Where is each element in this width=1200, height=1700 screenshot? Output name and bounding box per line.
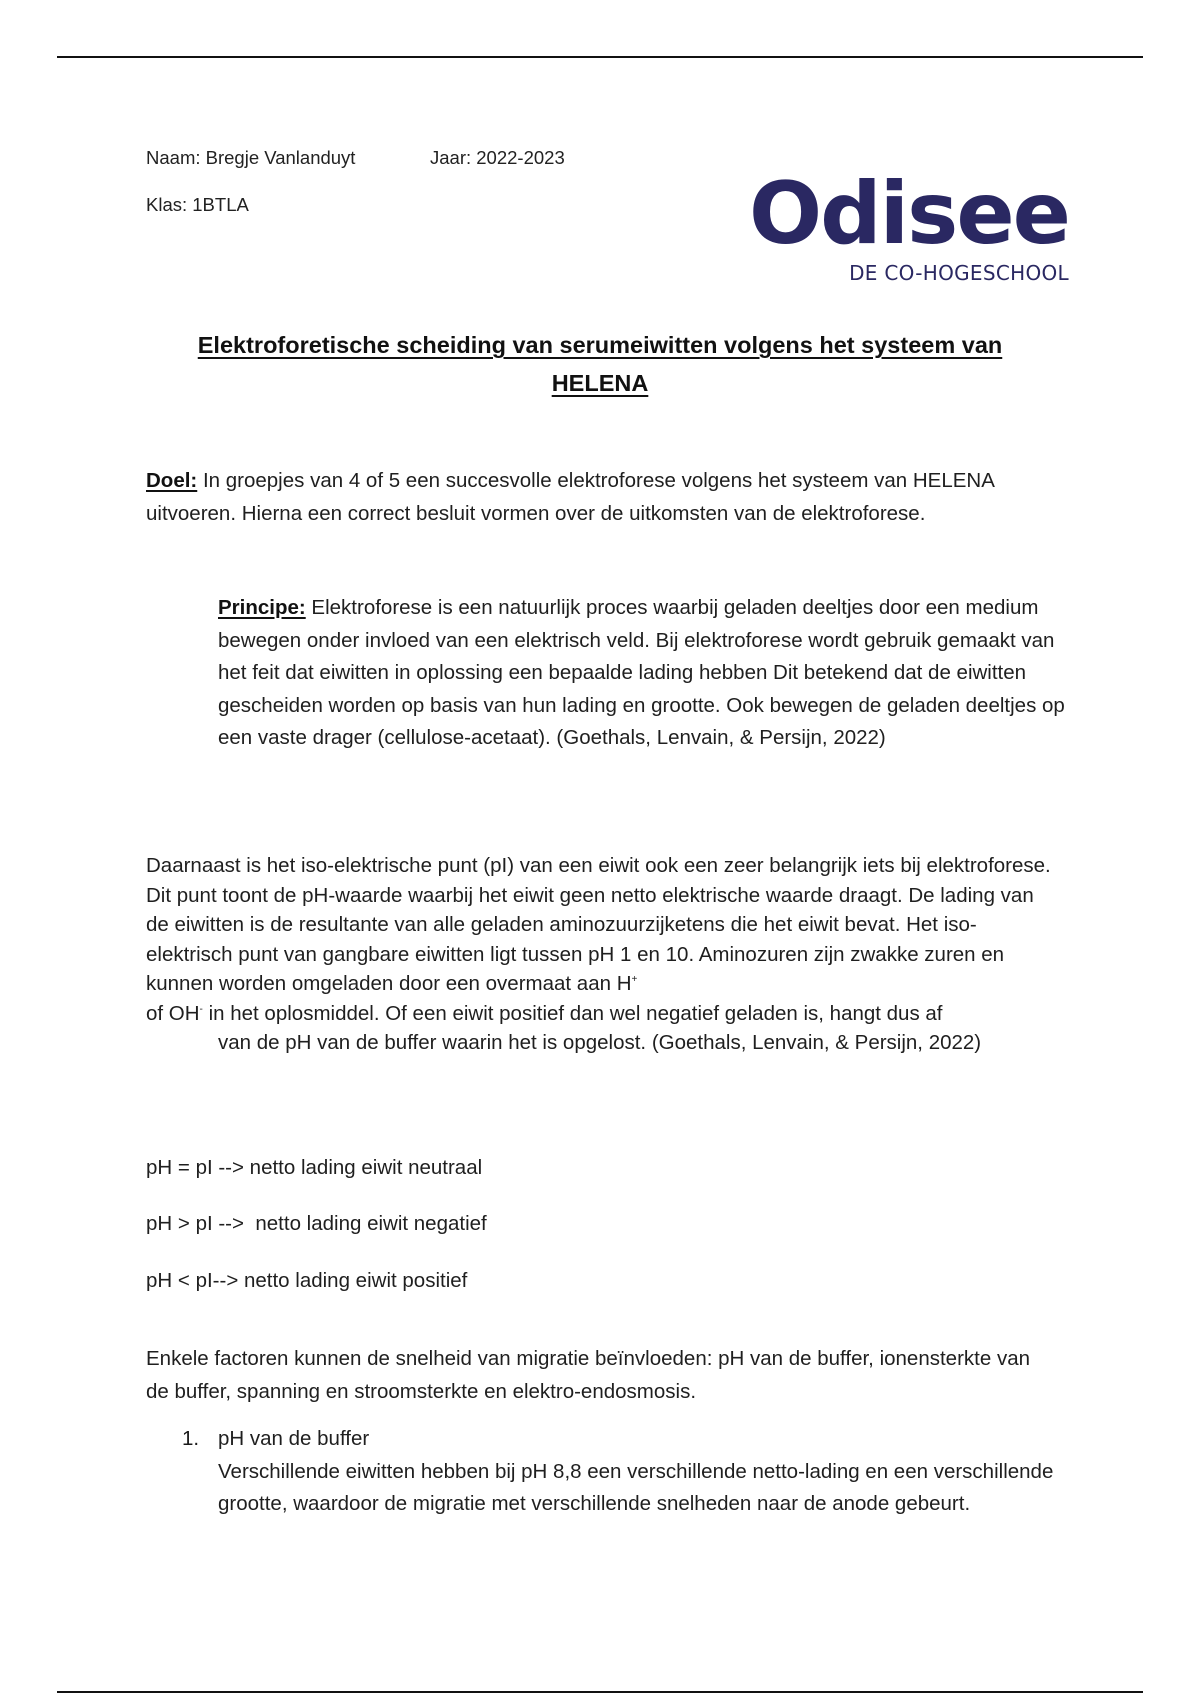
odisee-logo <box>695 150 1075 295</box>
school-year: Jaar: 2022-2023 <box>430 147 565 168</box>
factors-intro: Enkele factoren kunnen de snelheid van migratie beïnvloeden: pH van de buffer, ionensterkte van de buffer, spanning en stroomsterkte en elektro-endosmosis. <box>146 1347 1030 1403</box>
class-label: Klas: 1BTLA <box>146 194 249 215</box>
student-name: Naam: Bregje Vanlanduyt <box>146 147 356 168</box>
top-rule <box>57 56 1143 58</box>
list-item-title: pH van de buffer <box>218 1427 370 1450</box>
document-title <box>140 326 1060 402</box>
iso-sup-1: + <box>631 974 638 986</box>
iso-text-1: Daarnaast is het iso-elektrische punt (pI) van een eiwit ook een zeer belangrijk iets bij elektroforese. Dit punt toont de pH-waarde waarbij het eiwit geen netto elektrische waarde draagt. De lading van de eiwitten is de resultante van alle geladen aminozuurzijketens die het eiwit bevat. Het iso-elektrisch punt van gangbare eiwitten ligt tussen pH 1 en 10. Aminozuren zijn zwakke zuren en kunnen worden omgeladen door een overmaat aan H <box>146 854 1051 995</box>
rule-neutral: pH = pI --> netto lading eiwit neutraal <box>146 1156 483 1179</box>
principe-text: Elektroforese is een natuurlijk proces waarbij geladen deeltjes door een medium bewegen onder invloed van een elektrisch veld. Bij elektroforese wordt gebruik gemaakt van het feit dat eiwitten in oplossing een bepaalde lading hebben Dit betekend dat de eiwitten gescheiden worden op basis van hun lading en grootte. Ook bewegen de geladen deeltjes op een vaste drager (cellulose-acetaat). (Goethals, Lenvain, & Persijn, 2022) <box>218 596 1065 749</box>
title-line-2: HELENA <box>551 370 649 396</box>
list-item <box>218 1423 1058 1521</box>
iso-electric-paragraph <box>146 851 1061 1058</box>
iso-sup-2: - <box>199 1003 203 1015</box>
doel-label: Doel: <box>146 469 198 492</box>
principe-paragraph <box>218 592 1088 755</box>
doel-text: In groepjes van 4 of 5 een succesvolle elektroforese volgens het systeem van HELENA uitvoeren. Hierna een correct besluit vormen over de uitkomsten van de elektroforese. <box>146 469 994 525</box>
logo-wordmark: Odisee <box>749 164 1069 264</box>
title-line-1: Elektroforetische scheiding van serumeiwitten volgens het systeem van <box>197 332 1003 358</box>
iso-last-line: van de pH van de buffer waarin het is opgelost. (Goethals, Lenvain, & Persijn, 2022) <box>218 1031 982 1054</box>
list-item-text: Verschillende eiwitten hebben bij pH 8,8 een verschillende netto-lading en een verschillende grootte, waardoor de migratie met verschillende snelheden naar de anode gebeurt. <box>218 1459 1054 1515</box>
doel-paragraph <box>146 465 1066 530</box>
rule-positive: pH < pI--> netto lading eiwit positief <box>146 1269 468 1292</box>
rule-negative: pH > pI --> netto lading eiwit negatief <box>146 1212 487 1235</box>
bottom-rule <box>57 1691 1143 1693</box>
list-item-number: 1. <box>182 1427 200 1450</box>
principe-label: Principe: <box>218 596 306 619</box>
logo-tagline: DE CO-HOGESCHOOL <box>849 261 1069 285</box>
iso-text-2: of OH <box>146 1001 200 1025</box>
iso-text-3: in het oplosmiddel. Of een eiwit positief dan wel negatief geladen is, hangt dus af <box>202 1001 943 1025</box>
